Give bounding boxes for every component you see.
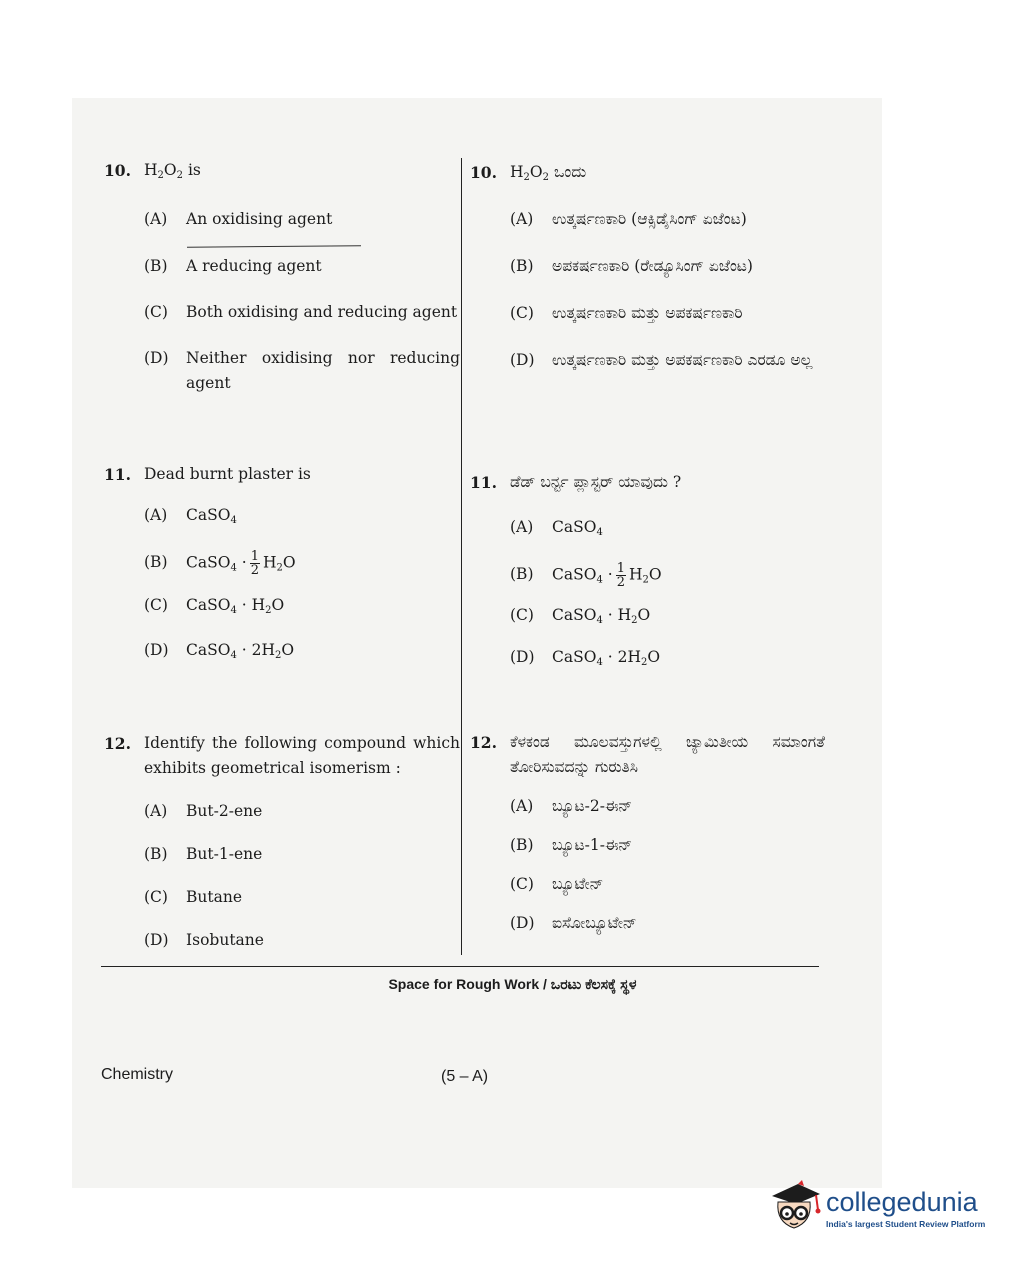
option-d: (D) Isobutane — [144, 931, 264, 949]
question-stem: ಕೆಳಕಂಡ ಮೂಲವಸ್ತುಗಳಲ್ಲಿ ಜ್ಯಾಮಿತೀಯ ಸಮಾಂಗತೆ ತೋರಿಸುವದನ್ನು ಗುರುತಿಸಿ — [510, 733, 825, 776]
question-10-en — [104, 158, 460, 396]
option-b: (B) But-1-ene — [144, 845, 263, 863]
question-12-kn: 12. ಕೆಳಕಂಡ ಮೂಲವಸ್ತುಗಳಲ್ಲಿ ಜ್ಯಾಮಿತೀಯ ಸಮಾಂಗತೆ ತೋರಿಸುವದನ್ನು ಗುರುತಿಸಿ (A) ಬ್ಯೂಟ-2-ಈನ್ (B) ಬ್ಯೂಟ-1-ಈನ್ (C) ಬ್ಯೂಟೇನ್ (D) ಐಸೋಬ್ಯೂಟೇನ್ — [470, 730, 825, 936]
question-stem: Identify the following compound which exhibits geometrical isomerism : — [144, 734, 460, 777]
option-b: (B) CaSO$_4$ · $\frac{1}{2}$ $H_2O$ — [144, 549, 296, 578]
option-a: (A) CaSO$_4$ — [510, 518, 603, 538]
option-a: (A) But-2-ene — [144, 802, 263, 820]
question-stem: $H_2O_2$ ಒಂದು — [510, 163, 587, 183]
brand-name: collegedunia — [826, 1186, 978, 1217]
option-d: (D) CaSO$_4$ · $2H_2O$ — [144, 641, 295, 661]
option-a: (A) An oxidising agent — [144, 210, 333, 228]
question-12-en: 12. Identify the following compound which exhibits geometrical isomerism : (A) But-2-ene (B) But-1-ene (C) Butane (D) Isobutane — [104, 731, 460, 953]
footer-subject: Chemistry — [101, 1066, 174, 1083]
question-11-kn: 11. ಡೆಡ್ ಬರ್ನ್ಟ ಪ್ಲಾಸ್ಟರ್ ಯಾವುದು ? (A) CaSO$_4$ (B) CaSO$_4$ · $\frac{1}{2}$ $H_2O$ (C) CaSO$_4$ · $H_2O$ (D) CaSO$_4$ · $2H_2O$ — [470, 470, 825, 670]
column-divider — [461, 158, 462, 955]
option-c: (C) ಉತ್ಕರ್ಷಣಕಾರಿ ಮತ್ತು ಅಪಕರ್ಷಣಕಾರಿ — [510, 304, 743, 322]
question-11-en: 11. Dead burnt plaster is (A) CaSO$_4$ (B) CaSO$_4$ · $\frac{1}{2}$ $H_2O$ (C) CaSO$_4$ · $H_2O$ (D) CaSO$_4$ · $2H_2O$ — [104, 462, 460, 663]
question-stem: ಡೆಡ್ ಬರ್ನ್ಟ ಪ್ಲಾಸ್ಟರ್ ಯಾವುದು ? — [510, 473, 682, 491]
handwritten-underline — [187, 245, 361, 248]
footer-page-number: (5 – A) — [441, 1068, 489, 1085]
option-b: (B) ಬ್ಯೂಟ-1-ಈನ್ — [510, 836, 633, 854]
option-a: (A) ಉತ್ಕರ್ಷಣಕಾರಿ (ಆಕ್ಸಿಡೈಸಿಂಗ್ ಏಜೆಂಟ) — [510, 210, 747, 228]
question-stem: Dead burnt plaster is — [144, 465, 311, 483]
option-d: (D) ಐಸೋಬ್ಯೂಟೇನ್ — [510, 914, 637, 932]
option-c: (C) Butane — [144, 888, 242, 906]
option-b: (B) CaSO$_4$ · $\frac{1}{2}$ $H_2O$ — [510, 561, 662, 590]
brand-tagline: India's largest Student Review Platform — [826, 1218, 986, 1229]
option-c: (C) CaSO$_4$ · $H_2O$ — [144, 596, 285, 616]
question-number: 10. — [104, 161, 131, 180]
question-stem: $H_2O_2$ is — [144, 161, 201, 181]
option-c: (C) Both oxidising and reducing agent — [144, 303, 458, 321]
question-10-kn: 10. $H_2O_2$ ಒಂದು (A) ಉತ್ಕರ್ಷಣಕಾರಿ (ಆಕ್ಸಿಡೈಸಿಂಗ್ ಏಜೆಂಟ) (B) ಅಪಕರ್ಷಣಕಾರಿ (ರೇಡ್ಯೂಸಿಂಗ್ ಏಜೆಂಟ) (C) ಉತ್ಕರ್ಷಣಕಾರಿ ಮತ್ತು ಅಪಕರ್ಷಣಕಾರಿ (D) ಉತ್ಕರ್ಷಣಕಾರಿ ಮತ್ತು ಅಪಕರ್ಷಣಕಾರಿ ಎರಡೂ ಅಲ್ಲ — [470, 160, 825, 373]
option-d: (D) Neither oxidising nor reducing agent — [144, 349, 460, 392]
mascot-icon — [768, 1178, 822, 1238]
option-d: (D) CaSO$_4$ · $2H_2O$ — [510, 648, 661, 668]
option-c: (C) ಬ್ಯೂಟೇನ್ — [510, 875, 604, 893]
collegedunia-logo[interactable] — [768, 1178, 985, 1238]
option-c: (C) CaSO$_4$ · $H_2O$ — [510, 606, 651, 626]
option-a: (A) CaSO$_4$ — [144, 506, 237, 526]
section-rule — [101, 966, 819, 967]
option-d: (D) ಉತ್ಕರ್ಷಣಕಾರಿ ಮತ್ತು ಅಪಕರ್ಷಣಕಾರಿ ಎರಡೂ ಅಲ್ಲ — [510, 351, 813, 369]
option-a: (A) ಬ್ಯೂಟ-2-ಈನ್ — [510, 797, 633, 815]
option-b: (B) ಅಪಕರ್ಷಣಕಾರಿ (ರೇಡ್ಯೂಸಿಂಗ್ ಏಜೆಂಟ) — [510, 257, 753, 275]
rough-work-label: Space for Rough Work / ಒರಟು ಕೆಲಸಕ್ಕೆ ಸ್ಥಳ — [388, 976, 637, 992]
option-b: (B) A reducing agent — [144, 257, 322, 275]
